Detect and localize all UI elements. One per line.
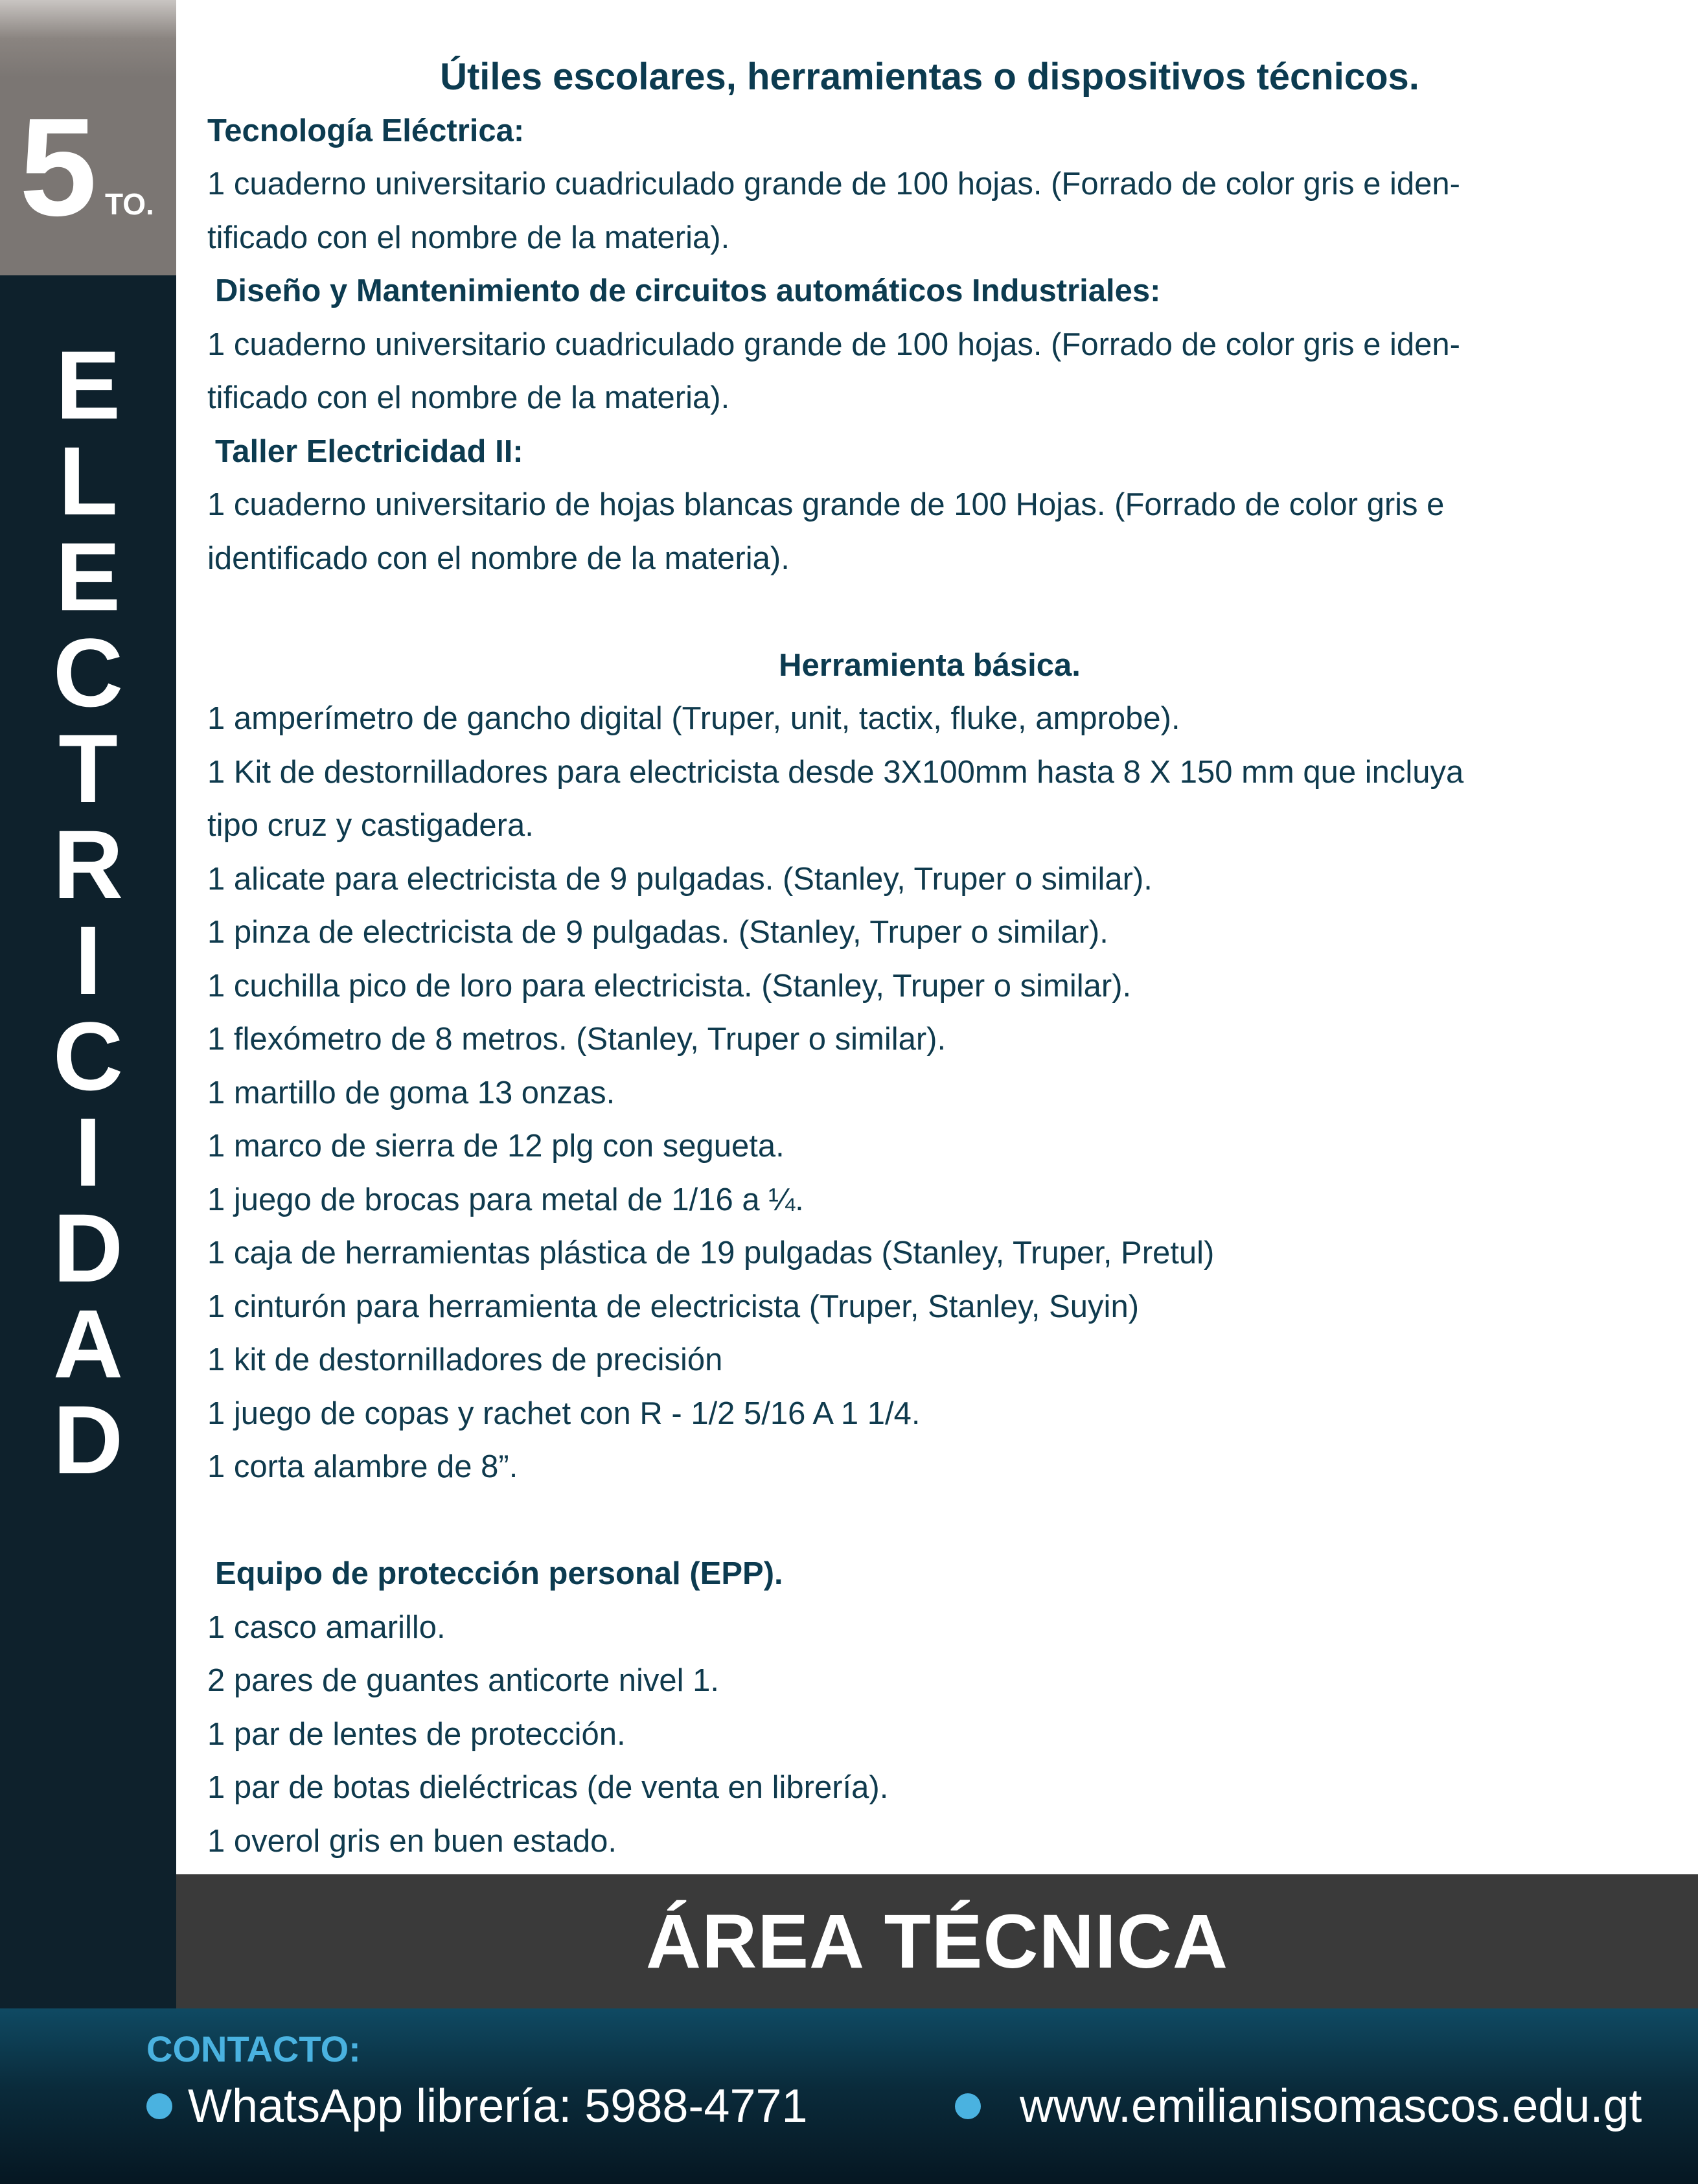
bullet-dot-icon [955,2093,981,2119]
list-item: identificado con el nombre de la materia). [207,540,790,576]
list-item: 1 Kit de destornilladores para electricista desde 3X100mm hasta 8 X 150 mm que incluya [207,754,1464,790]
vertical-letter: E [55,522,121,631]
list-item: 1 flexómetro de 8 metros. (Stanley, Truper o similar). [207,1022,947,1057]
section-heading-herramienta: Herramienta básica. [779,647,1081,683]
list-item: 1 alicate para electricista de 9 pulgadas. (Stanley, Truper o similar). [207,861,1153,897]
website-text: www.emilianisomascos.edu.gt [1020,2080,1642,2132]
contact-label: CONTACTO: [146,2029,361,2069]
area-title: ÁREA TÉCNICA [645,1898,1229,1984]
list-item: 1 juego de brocas para metal de 1/16 a ¼. [207,1182,804,1217]
grade-badge [0,0,176,275]
list-item: 1 cuaderno universitario cuadriculado grande de 100 hojas. (Forrado de color gris e iden- [207,167,1460,201]
list-item: 1 kit de destornilladores de precisión [207,1342,723,1377]
list-item: 1 cinturón para herramienta de electricista (Truper, Stanley, Suyin) [207,1289,1140,1324]
list-item: 1 overol gris en buen estado. [207,1823,617,1859]
vertical-letter: I [75,906,102,1015]
supply-list [207,51,1652,1868]
vertical-letter: D [52,1193,124,1302]
grade-suffix: TO. [105,187,154,221]
vertical-letter: R [52,810,124,919]
list-item: 1 marco de sierra de 12 plg con segueta. [207,1129,785,1164]
list-item: 1 juego de copas y rachet con R - 1/2 5/16 A 1 1/4. [207,1396,921,1431]
vertical-letter: C [52,1002,124,1110]
list-item: 1 pinza de electricista de 9 pulgadas. (Stanley, Truper o similar). [207,915,1108,950]
list-item: 1 par de lentes de protección. [207,1716,626,1752]
list-item: 1 cuaderno universitario de hojas blancas grande de 100 Hojas. (Forrado de color gris e [207,487,1445,522]
vertical-letter: A [52,1289,124,1398]
list-item: tificado con el nombre de la materia). [207,220,730,255]
vertical-subject-title [0,330,176,1633]
whatsapp-contact[interactable] [146,2080,808,2133]
list-item: tificado con el nombre de la materia). [207,380,730,415]
list-item: 1 par de botas dieléctricas (de venta en librería). [207,1770,889,1805]
contact-footer [0,2008,1698,2184]
vertical-letter: T [58,714,118,823]
vertical-letter: D [52,1385,124,1494]
whatsapp-text: WhatsApp librería: 5988-4771 [188,2080,808,2132]
sidebar [0,0,176,2008]
list-item: 1 amperímetro de gancho digital (Truper, unit, tactix, fluke, amprobe). [207,701,1180,736]
list-item: 1 cuchilla pico de loro para electricista. (Stanley, Truper o similar). [207,968,1132,1004]
list-item: 1 caja de herramientas plástica de 19 pulgadas (Stanley, Truper, Pretul) [207,1236,1215,1270]
section-heading-taller: Taller Electricidad II: [215,433,523,469]
vertical-letter: C [52,618,124,727]
website-link[interactable] [955,2080,1642,2133]
spacer [207,585,1652,639]
list-item: 1 cuaderno universitario cuadriculado grande de 100 hojas. (Forrado de color gris e iden- [207,327,1460,362]
list-item: 2 pares de guantes anticorte nivel 1. [207,1663,719,1698]
bullet-dot-icon [146,2093,172,2119]
area-banner [176,1874,1698,2008]
list-item: 1 corta alambre de 8”. [207,1449,518,1484]
grade-number: 5 [19,89,97,245]
list-item: 1 casco amarillo. [207,1609,446,1645]
vertical-letter: E [55,330,121,439]
list-item: 1 martillo de goma 13 onzas. [207,1075,615,1110]
page-title: Útiles escolares, herramientas o dispositivos técnicos. [440,56,1419,98]
vertical-letter: L [58,426,118,535]
section-heading-tecnologia: Tecnología Eléctrica: [207,113,525,148]
spacer [207,1494,1652,1548]
section-heading-epp: Equipo de protección personal (EPP). [215,1556,783,1591]
vertical-letter: I [75,1098,102,1206]
list-item: tipo cruz y castigadera. [207,808,534,843]
section-heading-diseno: Diseño y Mantenimiento de circuitos automáticos Industriales: [215,273,1161,308]
